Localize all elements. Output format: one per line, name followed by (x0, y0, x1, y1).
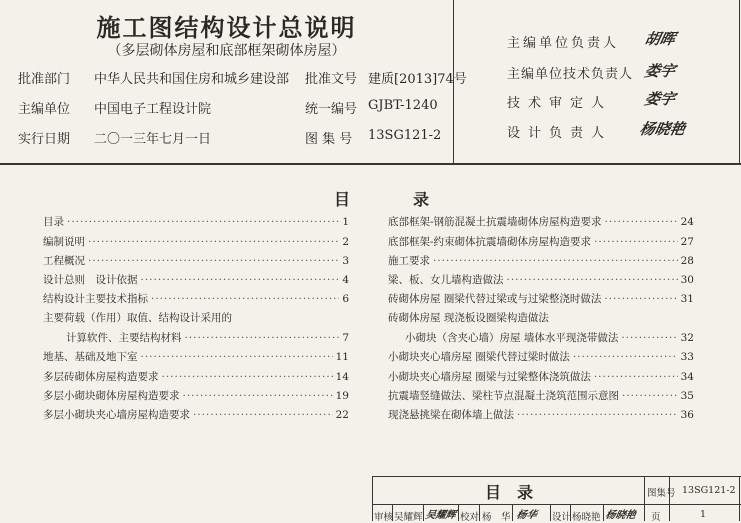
toc-dot-leader (605, 216, 678, 228)
review-signature: 吴耀辉 (424, 510, 457, 521)
toc-item-title: 目录 (43, 216, 64, 228)
toc-item-page: 32 (680, 332, 694, 344)
toc-dot-leader (594, 236, 678, 248)
title-block-atlas-label: 图集号 (647, 488, 676, 499)
title-block-cell-divider (479, 504, 480, 521)
page-subtitle: （多层砌体房屋和底部框架砌体房屋） (107, 43, 346, 59)
toc-item-page: 31 (680, 293, 694, 305)
toc-item (388, 369, 694, 383)
title-block-atlas-value: 13SG121-2 (682, 485, 736, 496)
toc-item (43, 291, 349, 305)
approval-dept-value: 中华人民共和国住房和城乡建设部 (94, 72, 290, 87)
toc-item-title: 底部框架-约束砌体抗震墙砌体房屋构造要求 (388, 236, 592, 248)
signoff-signature: 娄宇 (642, 90, 677, 108)
toc-item-page: 28 (680, 255, 694, 267)
check-name: 杨 华 (482, 512, 511, 523)
toc-dot-leader (67, 216, 339, 228)
title-block-right-border (739, 476, 740, 521)
toc-item (43, 388, 349, 402)
title-block-top-border (372, 476, 741, 477)
toc-dot-leader (151, 293, 339, 305)
toc-item-title: 砖砌体房屋 圈梁代替过梁或与过梁整浇时做法 (388, 293, 602, 305)
design-label: 设计 (552, 512, 572, 523)
toc-item-title: 抗震墙竖缝做法、梁柱节点混凝土浇筑范围示意图 (388, 390, 619, 402)
toc-item-title: 底部框架-钢筋混凝土抗震墙砌体房屋构造要求 (388, 216, 602, 228)
atlas-number-value: 13SG121-2 (368, 128, 442, 143)
title-block-cell-divider (458, 504, 459, 521)
chief-editor-label: 主编单位 (18, 102, 71, 117)
toc-item-title: 小砌块夹心墙房屋 圈梁与过梁整体浇筑做法 (388, 371, 591, 383)
toc-item-page: 27 (680, 236, 694, 248)
toc-item-page: 11 (335, 351, 349, 363)
toc-dot-leader (621, 332, 677, 344)
toc-item (405, 330, 694, 344)
unified-number-label: 统一编号 (305, 102, 358, 117)
signoff-signature: 娄宇 (642, 62, 677, 80)
toc-item (388, 272, 694, 286)
review-name: 吴耀辉 (394, 512, 423, 523)
toc-heading-right: 录 (413, 190, 430, 209)
toc-item-title: 设计总则 设计依据 (43, 274, 138, 286)
toc-item-page: 19 (335, 390, 349, 402)
page-number: 1 (700, 509, 707, 520)
toc-dot-leader (193, 409, 333, 421)
toc-item-title: 计算软件、主要结构材料 (66, 332, 182, 344)
toc-item-title: 梁、板、女儿墙构造做法 (388, 274, 504, 286)
toc-item (43, 407, 349, 421)
toc-item (388, 291, 694, 305)
toc-dot-leader (433, 255, 678, 267)
toc-item-page: 7 (342, 332, 349, 344)
toc-item-page: 22 (335, 409, 349, 421)
toc-item-title: 小砌块（含夹心墙）房屋 墙体水平现浇带做法 (405, 332, 619, 344)
approval-number-value: 建质[2013]74号 (368, 72, 467, 87)
toc-item-title: 施工要求 (388, 255, 430, 267)
toc-dot-leader (507, 274, 678, 286)
toc-item-page: 30 (680, 274, 694, 286)
toc-item-page: 1 (342, 216, 349, 228)
toc-item-title: 多层小砌块夹心墙房屋构造要求 (43, 409, 190, 421)
toc-dot-leader (141, 274, 340, 286)
toc-item (43, 349, 349, 363)
page-label: 页 (651, 512, 661, 523)
toc-dot-leader (622, 390, 678, 402)
toc-dot-leader (141, 351, 333, 363)
header-bottom-border (0, 163, 741, 165)
design-signature: 杨晓艳 (604, 510, 637, 521)
toc-item (388, 214, 694, 228)
effective-date-value: 二〇一三年七月一日 (94, 132, 212, 147)
atlas-number-label: 图 集 号 (305, 132, 353, 147)
toc-item-page: 2 (342, 236, 349, 248)
toc-item-title: 工程概况 (43, 255, 85, 267)
toc-dot-leader (604, 293, 677, 305)
title-block-left-border (372, 476, 373, 521)
toc-dot-leader (88, 255, 339, 267)
effective-date-label: 实行日期 (18, 132, 71, 147)
toc-item (43, 253, 349, 267)
approval-dept-label: 批准部门 (18, 72, 71, 87)
check-label: 校对 (460, 512, 480, 523)
toc-item-title: 编制说明 (43, 236, 85, 248)
approval-number-label: 批准文号 (305, 72, 358, 87)
toc-item (43, 272, 349, 286)
unified-number-value: GJBT-1240 (368, 98, 438, 113)
signoff-signature: 胡晖 (642, 30, 677, 48)
toc-heading-left: 目 (334, 190, 351, 209)
title-block-name: 目 录 (485, 483, 534, 502)
toc-item (43, 369, 349, 383)
toc-item-page: 33 (680, 351, 694, 363)
toc-dot-leader (162, 371, 333, 383)
toc-item-title: 结构设计主要技术指标 (43, 293, 148, 305)
signoff-role: 主编单位技术负责人 (507, 67, 634, 82)
toc-item-page: 14 (335, 371, 349, 383)
toc-item (388, 388, 694, 402)
toc-item-page: 3 (342, 255, 349, 267)
toc-item-page: 6 (342, 293, 349, 305)
title-block-cell-divider (512, 504, 513, 521)
signoff-role: 设计负责人 (507, 126, 613, 141)
toc-dot-leader (573, 351, 678, 363)
toc-item-title: 多层砖砌体房屋构造要求 (43, 371, 159, 383)
toc-item-page: 35 (680, 390, 694, 402)
toc-item (43, 214, 349, 228)
title-block-cell-divider (550, 504, 551, 521)
toc-item (388, 253, 694, 267)
toc-item-title: 多层小砌块砌体房屋构造要求 (43, 390, 180, 402)
toc-item-title: 地基、基础及地下室 (43, 351, 138, 363)
review-label: 审核 (374, 512, 394, 523)
toc-item-page: 36 (680, 409, 694, 421)
title-block-divider (644, 476, 645, 521)
toc-item (388, 407, 694, 421)
header-right-border (739, 0, 740, 164)
toc-item (43, 234, 349, 248)
signoff-role: 主编单位负责人 (507, 36, 620, 51)
toc-item (66, 330, 349, 344)
toc-item-page: 4 (342, 274, 349, 286)
toc-dot-leader (88, 236, 339, 248)
signoff-role: 技术审定人 (507, 96, 613, 111)
check-signature: 杨华 (515, 510, 538, 521)
page-title: 施工图结构设计总说明 (96, 13, 357, 42)
toc-item-title: 小砌块夹心墙房屋 圈梁代替过梁时做法 (388, 351, 570, 363)
toc-item-title: 砖砌体房屋 现浇板设圈梁构造做法 (388, 312, 549, 324)
title-block-mid-border (372, 504, 741, 505)
design-name: 杨晓艳 (572, 512, 601, 523)
toc-dot-leader (185, 332, 340, 344)
toc-dot-leader (517, 409, 678, 421)
toc-item-title: 主要荷载（作用）取值、结构设计采用的 (43, 312, 232, 324)
signoff-signature: 杨晓艳 (637, 120, 687, 138)
toc-dot-leader (183, 390, 333, 402)
toc-dot-leader (594, 371, 678, 383)
toc-item-page: 34 (680, 371, 694, 383)
toc-item (388, 349, 694, 363)
toc-item-title: 现浇悬挑梁在砌体墙上做法 (388, 409, 514, 421)
toc-item-page: 24 (680, 216, 694, 228)
toc-item (388, 234, 694, 248)
chief-editor-value: 中国电子工程设计院 (94, 102, 212, 117)
